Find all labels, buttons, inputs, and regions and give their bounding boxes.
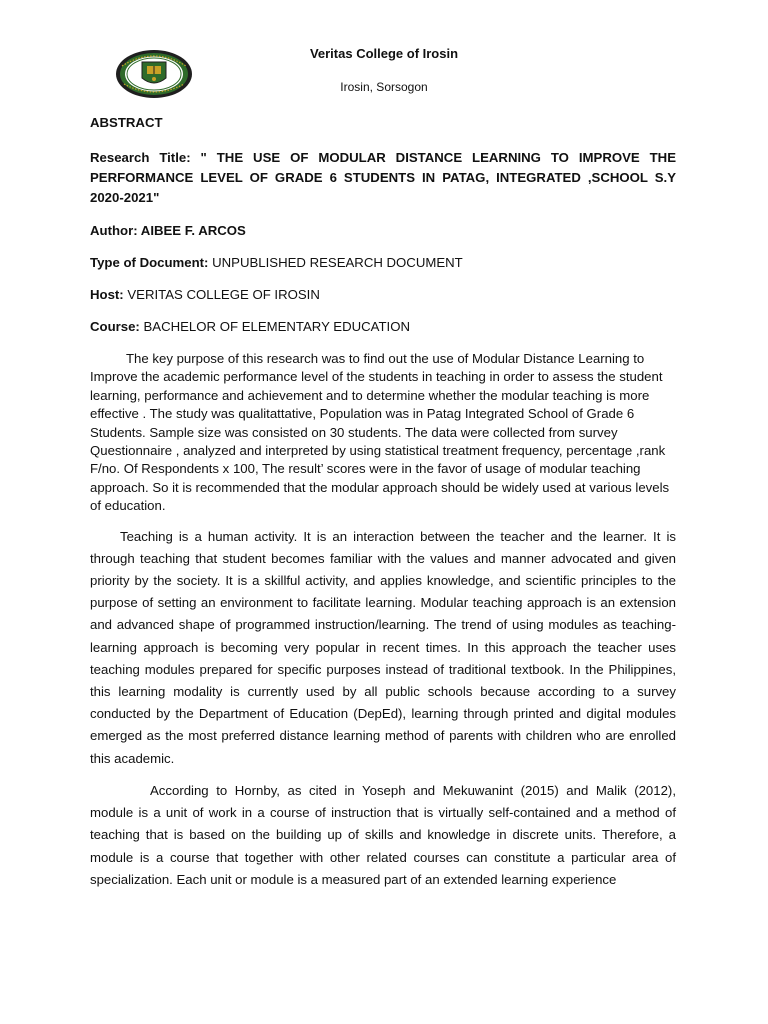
document-type-value: UNPUBLISHED RESEARCH DOCUMENT bbox=[212, 255, 463, 270]
host-label: Host: bbox=[90, 287, 124, 302]
document-type-line bbox=[90, 254, 676, 272]
course-value: BACHELOR OF ELEMENTARY EDUCATION bbox=[143, 319, 410, 334]
abstract-paragraph-2: Teaching is a human activity. It is an interaction between the teacher and the learner. It is through teaching that student becomes familiar with the values and manner advocated and given priority by the society. It is a skillful activity, and applies knowledge, and scientific principles to the purpose of setting an environment to facilitate learning. Modular teaching approach is an extension and advanced shape of programmed instruction/learning. The trend of using modules as teaching-learning approach is becoming very popular in recent times. In this approach the teacher uses teaching modules prepared for specific purposes instead of traditional textbook. In the Philippines, this learning modality is currently used by all public schools because according to a survey conducted by the Department of Education (DepEd), learning through printed and digital modules emerged as the most preferred distance learning method of parents with children who are enrolled this academic. bbox=[90, 528, 676, 766]
host-value: VERITAS COLLEGE OF IROSIN bbox=[127, 287, 320, 302]
abstract-paragraph-1: The key purpose of this research was to find out the use of Modular Distance Learning to Improve the academic performance level of the students in teaching in order to assess the student learning, performance and achievement and to determine whether the modular teaching is more effective . The study was qualitattative, Population was in Patag Integrated School of Grade 6 Students. Sample size was consisted on 30 students. The data were collected from survey Questionnaire , analyzed and interpreted by using statistical treatment frequency, percentage ,rank F/no. Of Respondents x 100, The result’ scores were in the favor of usage of modular teaching approach. So it is recommended that the modular approach should be widely used at various levels of education. bbox=[90, 351, 670, 514]
host-line bbox=[90, 286, 676, 304]
research-title-label: Research Title: bbox=[90, 150, 191, 165]
author-label: Author: bbox=[90, 223, 138, 238]
institution-location: Irosin, Sorsogon bbox=[340, 80, 428, 94]
course-label: Course: bbox=[90, 319, 140, 334]
author-line bbox=[90, 222, 676, 240]
research-title-value: " THE USE OF MODULAR DISTANCE LEARNING TO IMPROVE THE PERFORMANCE LEVEL OF GRADE 6 STUDENTS IN PATAG, INTEGRATED ,SCHOOL S.Y 2020-2021" bbox=[90, 150, 676, 205]
course-line bbox=[90, 318, 676, 336]
institution-name: Veritas College of Irosin bbox=[309, 46, 459, 61]
research-title bbox=[90, 148, 676, 208]
abstract-paragraph-3: According to Hornby, as cited in Yoseph and Mekuwanint (2015) and Malik (2012), module is a unit of work in a course of instruction that is virtually self-contained and a method of teaching that is based on the building up of skills and knowledge in discrete units. Therefore, a module is a course that together with other related courses can constitute a particular area of specialization. Each unit or module is a measured part of an extended learning experience bbox=[90, 782, 676, 887]
abstract-body bbox=[90, 114, 676, 891]
author-value: AIBEE F. ARCOS bbox=[140, 223, 246, 238]
document-type-label: Type of Document: bbox=[90, 255, 209, 270]
section-label-abstract: ABSTRACT bbox=[90, 115, 163, 130]
